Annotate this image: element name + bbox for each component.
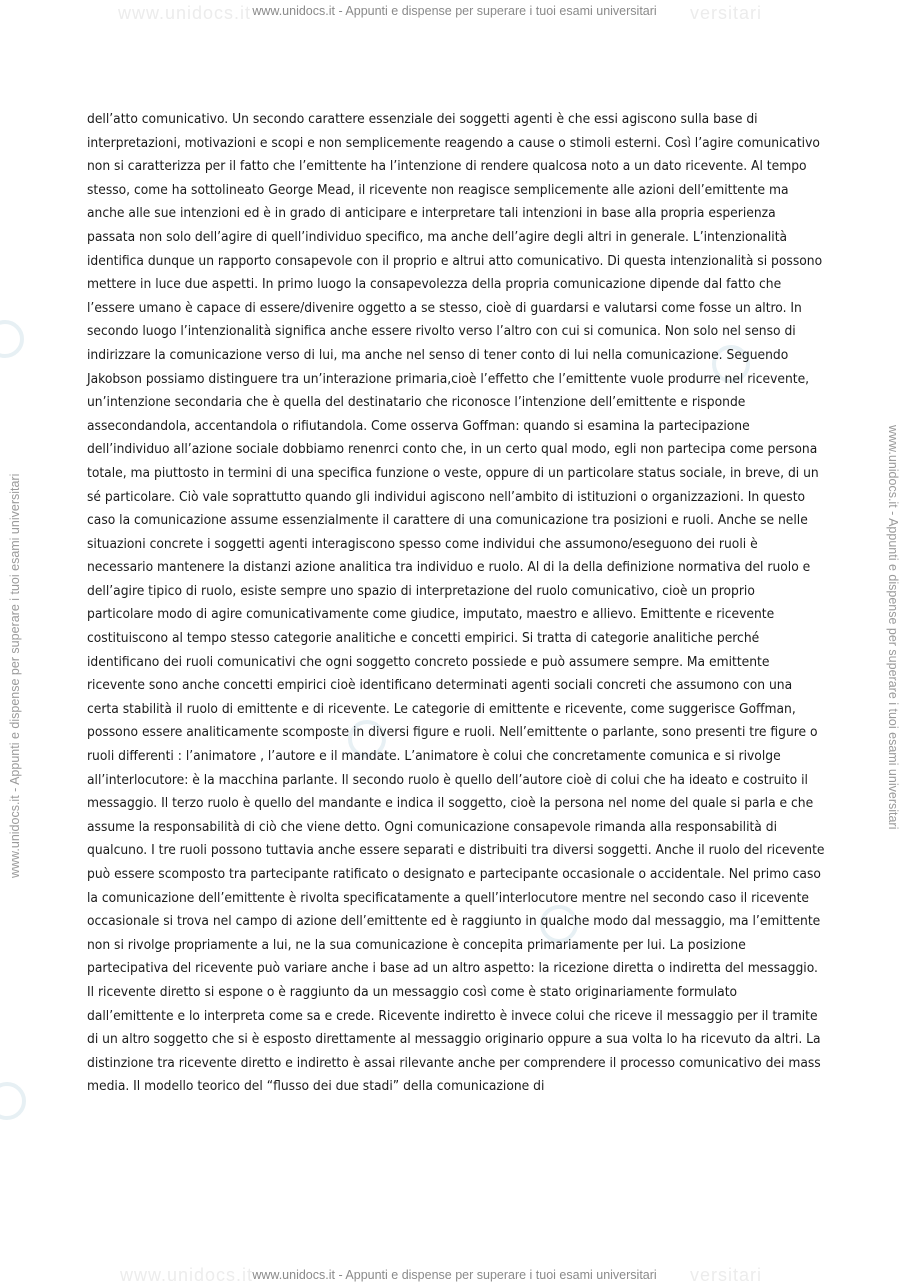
faint-watermark-text: versitari bbox=[690, 3, 763, 23]
watermark-side-right: www.unidocs.it - Appunti e dispense per superare i tuoi esami universitari bbox=[886, 425, 900, 830]
watermark-header: www.unidocs.it - Appunti e dispense per superare i tuoi esami universitari bbox=[252, 4, 657, 18]
document-paragraph: dell’atto comunicativo. Un secondo carattere essenziale dei soggetti agenti è che essi agiscono sulla base di interpretazioni, motivazioni e scopi e non semplicemente reagendo a cause o stimoli esterni. Così l’agire comunicativo non si caratterizza per il fatto che l’emittente ha l’intenzione di rendere qualcosa noto a un dato ricevente. Al tempo stesso, come ha sottolineato George Mead, il ricevente non reagisce semplicemente alle azioni dell’emittente ma anche alle sue intenzioni ed è in grado di anticipare e interpretare tali intenzioni in base alla propria esperienza passata non solo dell’agire di quell’individuo specifico, ma anche dell’agire degli altri in generale. L’intenzionalità identifica dunque un rapporto consapevole con il proprio e altrui atto comunicativo. Di questa intenzionalità si possono mettere in luce due aspetti. In primo luogo la consapevolezza della propria comunicazione dipende dal fatto che l’essere umano è capace di essere/divenire oggetto a se stesso, cioè di guardarsi e valutarsi come fosse un altro. In secondo luogo l’intenzionalità significa anche essere rivolto verso l’altro con cui si comunica. Non solo nel senso di indirizzare la comunicazione verso di lui, ma anche nel senso di tener conto di lui nella comunicazione. Seguendo Jakobson possiamo distinguere tra un’interazione primaria,cioè l’effetto che l’emittente vuole produrre nel ricevente, un’intenzione secondaria che è quella del destinatario che riconosce l’intenzione dell’emittente e risponde assecondandola, accentandola o rifiutandola. Come osserva Goffman: quando si esamina la partecipazione dell’individuo all’azione sociale dobbiamo renenrci conto che, in un certo qual modo, egli non partecipa come persona totale, ma piuttosto in termini di una specifica funzione o veste, oppure di un particolare status sociale, in breve, di un sé particolare. Ciò vale soprattutto quando gli individui agiscono nell’ambito di istituzioni o organizzazioni. In questo caso la comunicazione assume essenzialmente il carattere di una comunicazione tra posizioni e ruoli. Anche se nelle situazioni concrete i soggetti agenti interagiscono spesso come individui che assumono/eseguono dei ruoli è necessario mantenere la distanzi azione analitica tra individuo e ruolo. Al di la della definizione normativa del ruolo e dell’agire tipico di ruolo, esiste sempre uno spazio di interpretazione del ruolo comunicativo, cioè un proprio particolare modo di agire comunicativamente come giudice, imputato, maestro e allievo. Emittente e ricevente costituiscono al tempo stesso categorie analitiche e concetti empirici. Si tratta di categorie analitiche perché identificano dei ruoli comunicativi che ogni soggetto concreto possiede e può assumere sempre. Ma emittente ricevente sono anche concetti empirici cioè identificano determinati agenti sociali concreti che assumono con una certa stabilità il ruolo di emittente e di ricevente. Le categorie di emittente e ricevente, come suggerisce Goffman, possono essere analiticamente scomposte in diversi figure e ruoli. Nell’emittente o parlante, sono presenti tre figure o ruoli differenti : l’animatore , l’autore e il mandate. L’animatore è colui che concretamente comunica e si rivolge all’interlocutore: è la macchina parlante. Il secondo ruolo è quello dell’autore cioè di colui che ha ideato e costruito il messaggio. Il terzo ruolo è quello del mandante e indica il soggetto, cioè la persona nel nome del quale si parla e che assume la responsabilità di ciò che viene detto. Ogni comunicazione consapevole rimanda alla responsabilità di qualcuno. I tre ruoli possono tuttavia anche essere separati e distribuiti tra diversi soggetti. Anche il ruolo del ricevente può essere scomposto tra partecipante ratificato o designato e partecipante occasionale o accidentale. Nel primo caso la comunicazione dell’emittente è rivolta specificatamente a quell’interlocutore mentre nel secondo caso il ricevente occasionale si trova nel campo di azione dell’emittente ed è raggiunto in qualche modo dal messaggio, ma l’emittente non si rivolge propriamente a lui, ne la sua comunicazione è concepita primariamente per lui. La posizione partecipativa del ricevente può variare anche i base ad un altro aspetto: la ricezione diretta o indiretta del messaggio. Il ricevente diretto si espone o è raggiunto da un messaggio così come è stato originariamente formulato dall’emittente e lo interpreta come sa e crede. Ricevente indiretto è invece colui che riceve il messaggio per il tramite di un altro soggetto che si è esposto direttamente al messaggio originario oppure a sua volta lo ha ricevuto da altri. La distinzione tra ricevente diretto e indiretto è assai rilevante anche per comprendere il processo comunicativo dei mass media. Il modello teorico del “flusso dei due stadi” della comunicazione di bbox=[87, 111, 825, 1095]
watermark-footer: www.unidocs.it - Appunti e dispense per superare i tuoi esami universitari bbox=[252, 1268, 657, 1282]
faint-watermark-text: versitari bbox=[690, 1265, 763, 1285]
unidocs-logo-icon bbox=[0, 1082, 26, 1120]
unidocs-logo-icon bbox=[0, 320, 24, 358]
watermark-side-left: www.unidocs.it - Appunti e dispense per superare i tuoi esami universitari bbox=[8, 473, 22, 878]
faint-watermark-text: www.unidocs.it bbox=[118, 3, 252, 23]
faint-watermark-text: www.unidocs.it bbox=[120, 1265, 254, 1285]
